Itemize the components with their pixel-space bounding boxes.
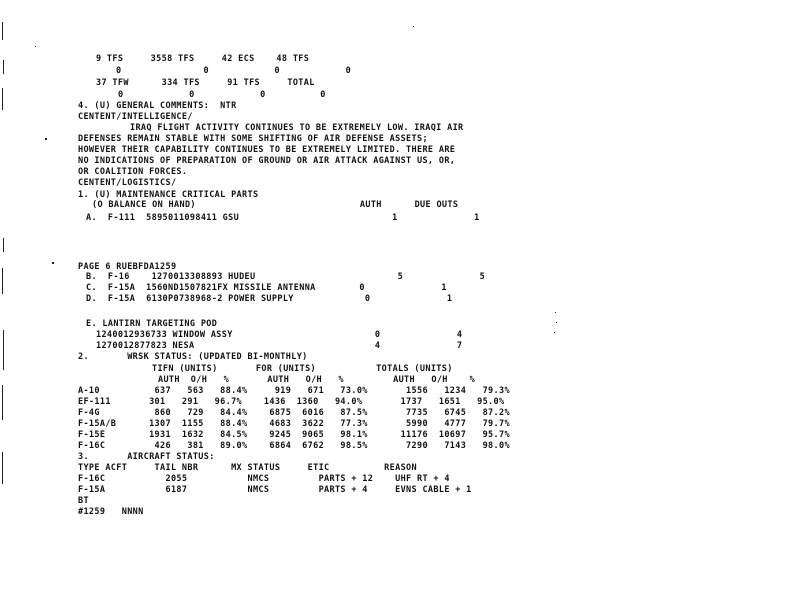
scan-margin-mark [2,452,3,484]
document-line: 1270012877823 NESA 4 7 [96,341,463,351]
document-line: CENTENT/LOGISTICS/ [78,178,177,188]
document-line: PAGE 6 RUEBFDA1259 [78,262,177,272]
document-line: C. F-15A 1560ND1507821FX MISSILE ANTENNA 0 1 [86,283,447,293]
document-line: #1259 NNNN [78,507,144,517]
scan-margin-mark [3,238,4,252]
document-line: HOWEVER THEIR CAPABILITY CONTINUES TO BE EXTREMELY LIMITED. THERE ARE [78,145,456,155]
document-line: A. F-111 5895011098411 GSU 1 1 [86,213,480,223]
document-line: 1. (U) MAINTENANCE CRITICAL PARTS [78,190,259,200]
document-line: 0 0 0 0 [116,66,352,76]
document-line: D. F-15A 6130P0738968-2 POWER SUPPLY 0 1 [86,294,453,304]
document-line: IRAQ FLIGHT ACTIVITY CONTINUES TO BE EXTREMELY LOW. IRAQI AIR [130,123,464,133]
scan-margin-mark [2,88,3,110]
document-line: 4. (U) GENERAL COMMENTS: NTR [78,101,237,111]
scan-margin-mark [3,60,4,74]
scan-margin-mark [2,385,3,420]
document-line: (O BALANCE ON HAND) AUTH DUE OUTS [92,200,459,210]
document-line: F-15E 1931 1632 84.5% 9245 9065 98.1% 11176 10697 95.7% [78,430,510,440]
document-line: F-16C 426 381 89.0% 6864 6762 98.5% 7290 7143 98.0% [78,441,510,451]
document-line: F-15A/B 1307 1155 88.4% 4683 3622 77.3% 5990 4777 79.7% [78,419,510,429]
scan-speck [35,46,36,47]
document-line: TIFN (UNITS) FOR (UNITS) TOTALS (UNITS) [152,364,453,374]
document-line: BT [78,496,89,506]
document-line: CENTENT/INTELLIGENCE/ [78,112,193,122]
scan-speck [413,26,414,27]
document-line: NO INDICATIONS OF PREPARATION OF GROUND OR AIR ATTACK AGAINST US, OR, [78,156,456,166]
document-line: DEFENSES REMAIN STABLE WITH SOME SHIFTING OF AIR DEFENSE ASSETS; [78,134,428,144]
document-line: F-16C 2055 NMCS PARTS + 12 UHF RT + 4 [78,474,450,484]
document-line: 9 TFS 3558 TFS 42 ECS 48 TFS [96,54,310,64]
document-line: F-4G 860 729 84.4% 6875 6016 87.5% 7735 6745 87.2% [78,408,510,418]
document-line: 2. WRSK STATUS: (UPDATED BI-MONTHLY) [78,352,308,362]
document-line: EF-111 301 291 96.7% 1436 1360 94.0% 1737 1651 95.0% [78,397,505,407]
document-line: E. LANTIRN TARGETING POD [86,319,218,329]
document-line: 1240012936733 WINDOW ASSY 0 4 [96,330,463,340]
scan-speck [45,138,47,140]
scan-speck [556,322,557,323]
scan-speck [52,262,54,264]
scan-margin-mark [3,330,4,370]
document-line: OR COALITION FORCES. [78,167,188,177]
scan-margin-mark [2,268,3,294]
scan-speck [555,312,556,313]
document-line: TYPE ACFT TAIL NBR MX STATUS ETIC REASON [78,463,417,473]
document-line: A-10 637 563 88.4% 919 671 73.0% 1556 1234 79.3% [78,386,510,396]
scan-margin-mark [2,22,3,40]
document-line: 3. AIRCRAFT STATUS: [78,452,215,462]
scan-speck [554,332,555,333]
document-line: F-15A 6187 NMCS PARTS + 4 EVNS CABLE + 1 [78,485,472,495]
document-line: AUTH O/H % AUTH O/H % AUTH O/H % [158,375,476,385]
document-line: 0 0 0 0 [118,90,326,100]
document-line: 37 TFW 334 TFS 91 TFS TOTAL [96,78,315,88]
document-line: B. F-16 1270013308893 HUDEU 5 5 [86,272,486,282]
